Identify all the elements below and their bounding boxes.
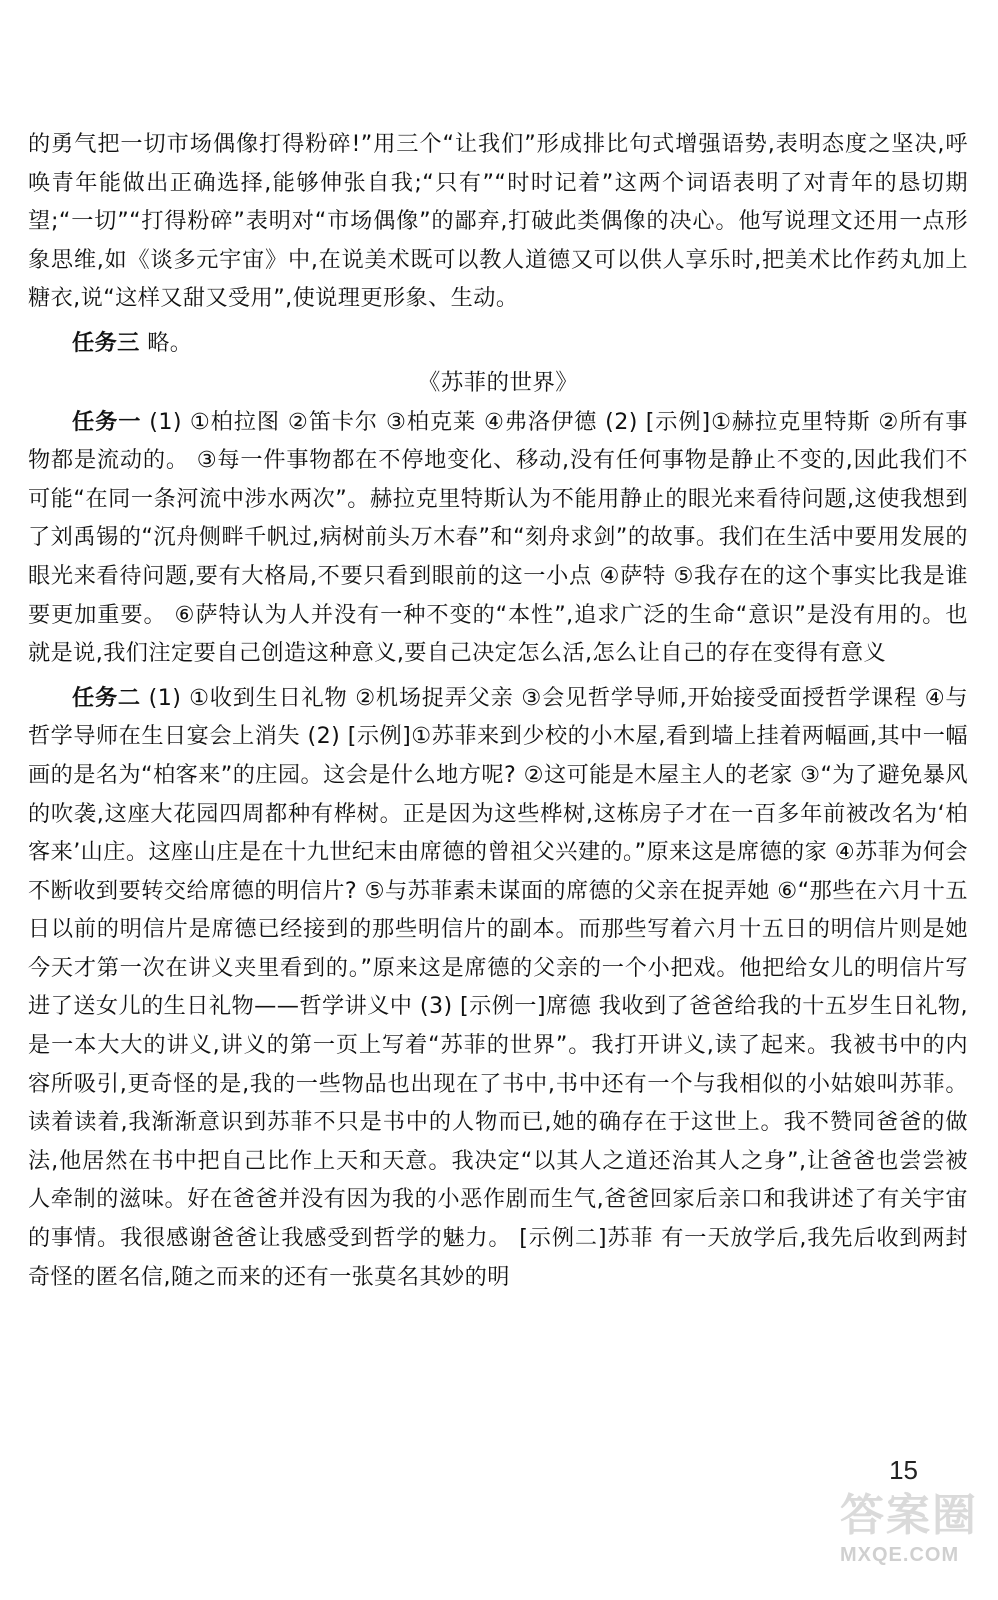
- task2-text: (1) ①收到生日礼物 ②机场捉弄父亲 ③会见哲学导师,开始接受面授哲学课程 ④与哲学导师在生日宴会上消失 (2) [示例]①苏菲来到少校的小木屋,看到墙上挂着两幅画,其中一幅画的是名为“柏客来”的庄园。这会是什么地方呢? ②这可能是木屋主人的老家 ③“为了避免暴风的吹袭,这座大花园四周都种有桦树。正是因为这些桦树,这栋房子才在一百多年前被改名为‘柏客来’山庄。这座山庄是在十九世纪末由席德的曾祖父兴建的。”原来这是席德的家 ④苏菲为何会不断收到要转交给席德的明信片? ⑤与苏菲素未谋面的席德的父亲在捉弄她 ⑥“那些在六月十五日以前的明信片是席德已经接到的那些明信片的副本。而那些写着六月十五日的明信片则是她今天才第一次在讲义夹里看到的。”原来这是席德的父亲的一个小把戏。他把给女儿的明信片写进了送女儿的生日礼物——哲学讲义中 (3) [示例一]席德 我收到了爸爸给我的十五岁生日礼物,是一本大大的讲义,讲义的第一页上写着“苏菲的世界”。我打开讲义,读了起来。我被书中的内容所吸引,更奇怪的是,我的一些物品也出现在了书中,书中还有一个与我相似的小姑娘叫苏菲。读着读着,我渐渐意识到苏菲不只是书中的人物而已,她的确存在于这世上。我不赞同爸爸的做法,他居然在书中把自己比作上天和天意。我决定“以其人之道还治其人之身”,让爸爸也尝尝被人牵制的滋味。好在爸爸并没有因为我的小恶作剧而生气,爸爸回家后亲口和我讲述了有关宇宙的事情。我很感谢爸爸让我感受到哲学的魅力。 [示例二]苏菲 有一天放学后,我先后收到两封奇怪的匿名信,随之而来的还有一张莫名其妙的明: [28, 684, 969, 1290]
- section-title: 《苏菲的世界》: [417, 369, 579, 396]
- task1-text: (1) ①柏拉图 ②笛卡尔 ③柏克莱 ④弗洛伊德 (2) [示例]①赫拉克里特斯 ②所有事物都是流动的。 ③每一件事物都在不停地变化、移动,没有任何事物是静止不变的,因此我们不可能“在同一条河流中涉水两次”。赫拉克里特斯认为不能用静止的眼光来看待问题,这使我想到了刘禹锡的“沉舟侧畔千帆过,病树前头万木春”和“刻舟求剑”的故事。我们在生活中要用发展的眼光来看待问题,要有大格局,不要只看到眼前的这一小点 ④萨特 ⑤我存在的这个事实比我是谁要更加重要。 ⑥萨特认为人并没有一种不变的“本性”,追求广泛的生命“意识”是没有用的。也就是说,我们注定要自己创造这种意义,要自己决定怎么活,怎么让自己的存在变得有意义: [28, 408, 968, 667]
- task1-paragraph: [28, 403, 968, 673]
- task2-paragraph: [28, 679, 968, 1297]
- task3-paragraph: [28, 324, 968, 363]
- task2-label: 任务二: [72, 684, 141, 711]
- watermark-url: MXQE.COM: [840, 1544, 960, 1566]
- watermark-mark: 答案圈: [840, 1490, 978, 1541]
- intro-paragraph: 的勇气把一切市场偶像打得粉碎!”用三个“让我们”形成排比句式增强语势,表明态度之坚决,呼唤青年能做出正确选择,能够伸张自我;“只有”“时时记着”这两个词语表明了对青年的恳切期望;“一切”“打得粉碎”表明对“市场偶像”的鄙弃,打破此类偶像的决心。他写说理文还用一点形象思维,如《谈多元宇宙》中,在说美术既可以教人道德又可以供人享乐时,把美术比作药丸加上糖衣,说“这样又甜又受用”,使说理更形象、生动。: [28, 131, 968, 312]
- answer-text: [28, 125, 968, 1296]
- watermark-logo: [840, 1488, 980, 1596]
- page-number: 15: [889, 1455, 918, 1485]
- task1-label: 任务一: [72, 408, 142, 435]
- task3-label: 任务三: [72, 329, 140, 356]
- task3-text: 略。: [139, 329, 193, 356]
